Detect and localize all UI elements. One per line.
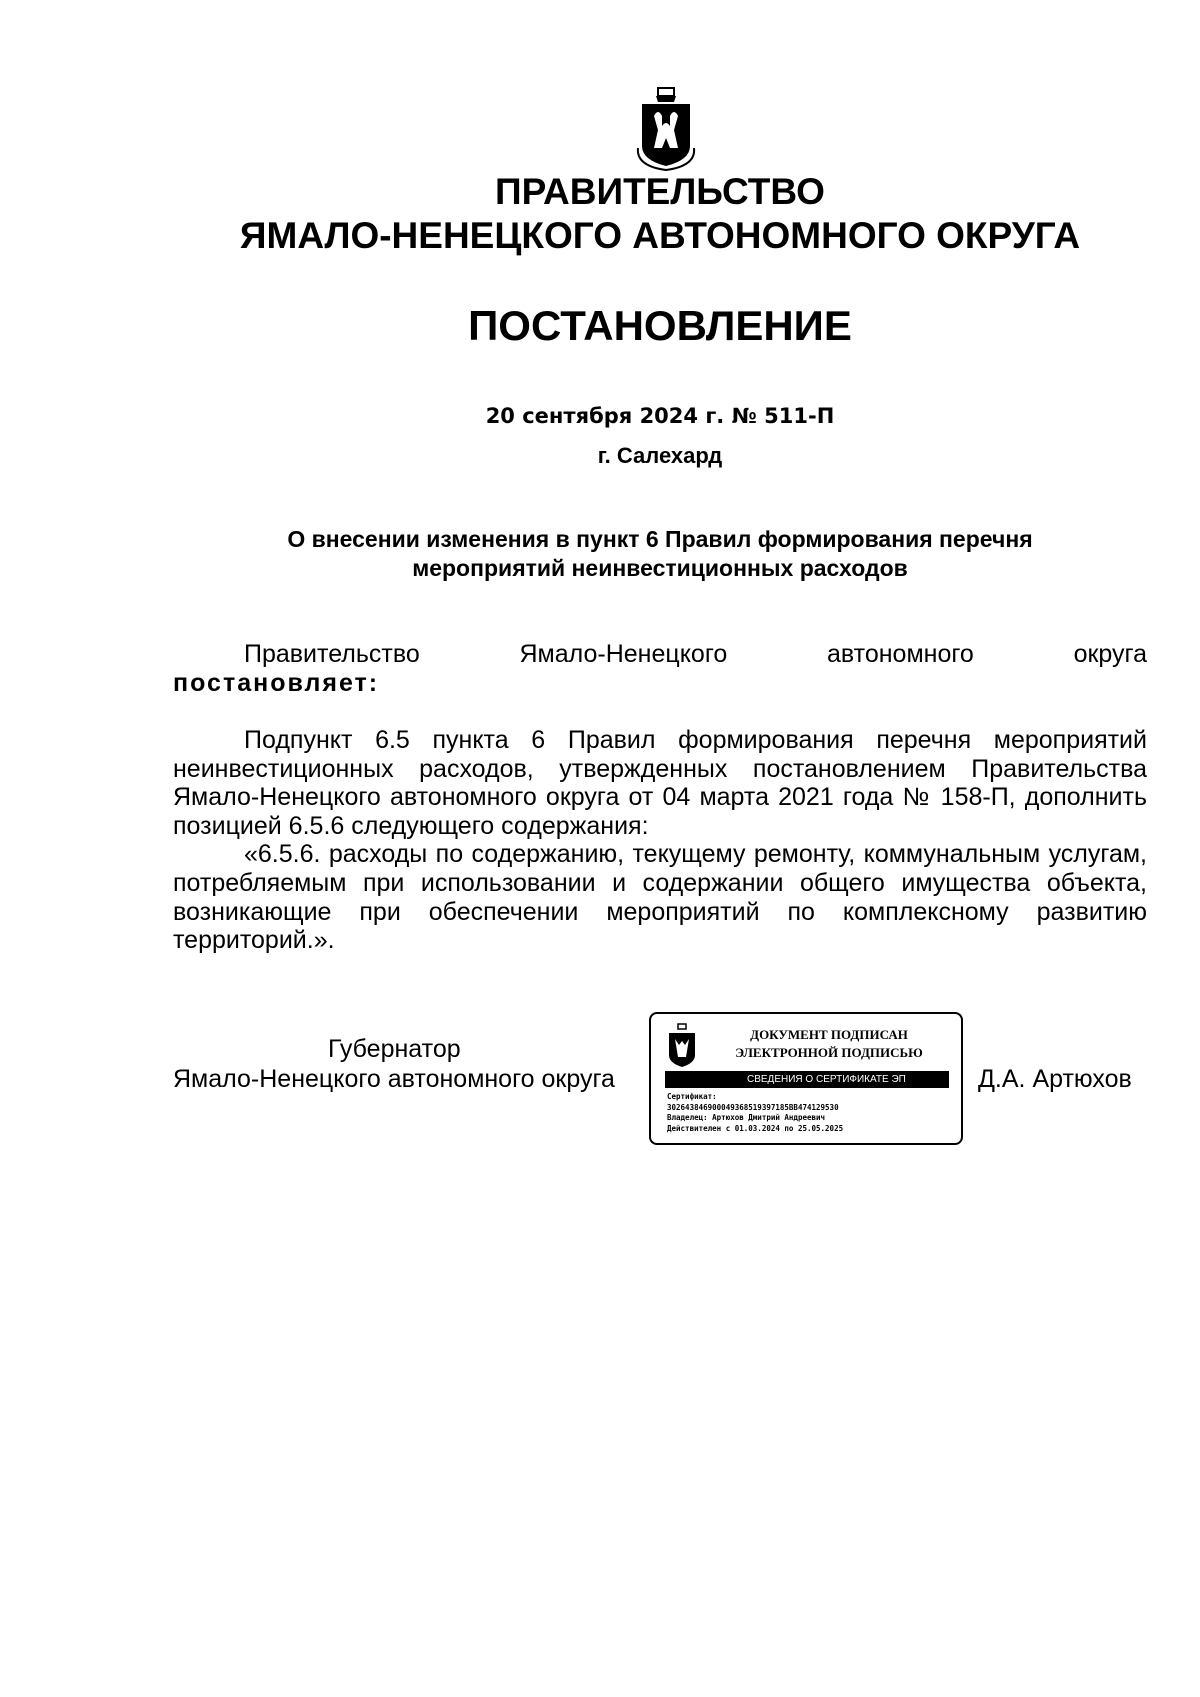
body-paragraph-1: Подпункт 6.5 пункта 6 Правил формирования перечня мероприятий неинвестиционных расходов, утвержденных постановлением Правительства Ямало-Ненецкого автономного округа от 04 марта 2021 года № 158-П, дополнить позицией 6.5.6 следующего содержания: (173, 726, 1147, 840)
document-body (173, 726, 1147, 955)
preamble (173, 640, 1147, 697)
signatory-name: Д.А. Артюхов (978, 1065, 1132, 1093)
electronic-signature-stamp (649, 1012, 963, 1145)
decree-word: постановляет: (173, 668, 380, 697)
org-name-line2: ЯМАЛО-НЕНЕЦКОГО АВТОНОМНОГО ОКРУГА (239, 215, 1081, 256)
city: г. Салехард (597, 443, 723, 468)
certificate-owner: Владелец: Артюхов Дмитрий Андреевич (667, 1113, 826, 1122)
preamble-word1: Правительство (244, 640, 420, 668)
certificate-details (667, 1092, 843, 1134)
certificate-number: 302643846900049368519397185BB474129530 (667, 1102, 839, 1112)
preamble-word4: округа (1073, 640, 1147, 668)
stamp-heading-line1: ДОКУМЕНТ ПОДПИСАН (750, 1027, 908, 1042)
stamp-emblem-icon (665, 1023, 699, 1071)
preamble-word2: Ямало-Ненецкого (519, 640, 728, 668)
date-and-number: 20 сентября 2024 г. № 511-П (485, 404, 835, 428)
certificate-label: Сертификат: (667, 1092, 717, 1101)
stamp-heading-line2: ЭЛЕКТРОННОЙ ПОДПИСЬЮ (735, 1045, 923, 1060)
preamble-word3: автономного (827, 640, 974, 668)
certificate-info-bar: СВЕДЕНИЯ О СЕРТИФИКАТЕ ЭП (665, 1071, 949, 1088)
signatory-title-line1: Губернатор (328, 1035, 461, 1063)
stamp-heading (709, 1026, 949, 1062)
coat-of-arms-emblem (634, 86, 698, 172)
subject-line1: О внесении изменения в пункт 6 Правил формирования перечня (287, 526, 1033, 552)
document-type: ПОСТАНОВЛЕНИЕ (468, 302, 852, 349)
certificate-validity: Действителен с 01.03.2024 по 25.05.2025 (667, 1123, 844, 1133)
signatory-title-line2: Ямало-Ненецкого автономного округа (173, 1065, 615, 1093)
body-paragraph-2: «6.5.6. расходы по содержанию, текущему ремонту, коммунальным услугам, потребляемым при использовании и содержании общего имущества объекта, возникающие при обеспечении мероприятий по комплексному развитию территорий.». (173, 840, 1147, 955)
subject-line2: мероприятий неинвестиционных расходов (412, 555, 908, 581)
document-subject (200, 525, 1120, 583)
org-name-line1: ПРАВИТЕЛЬСТВО (495, 171, 825, 212)
